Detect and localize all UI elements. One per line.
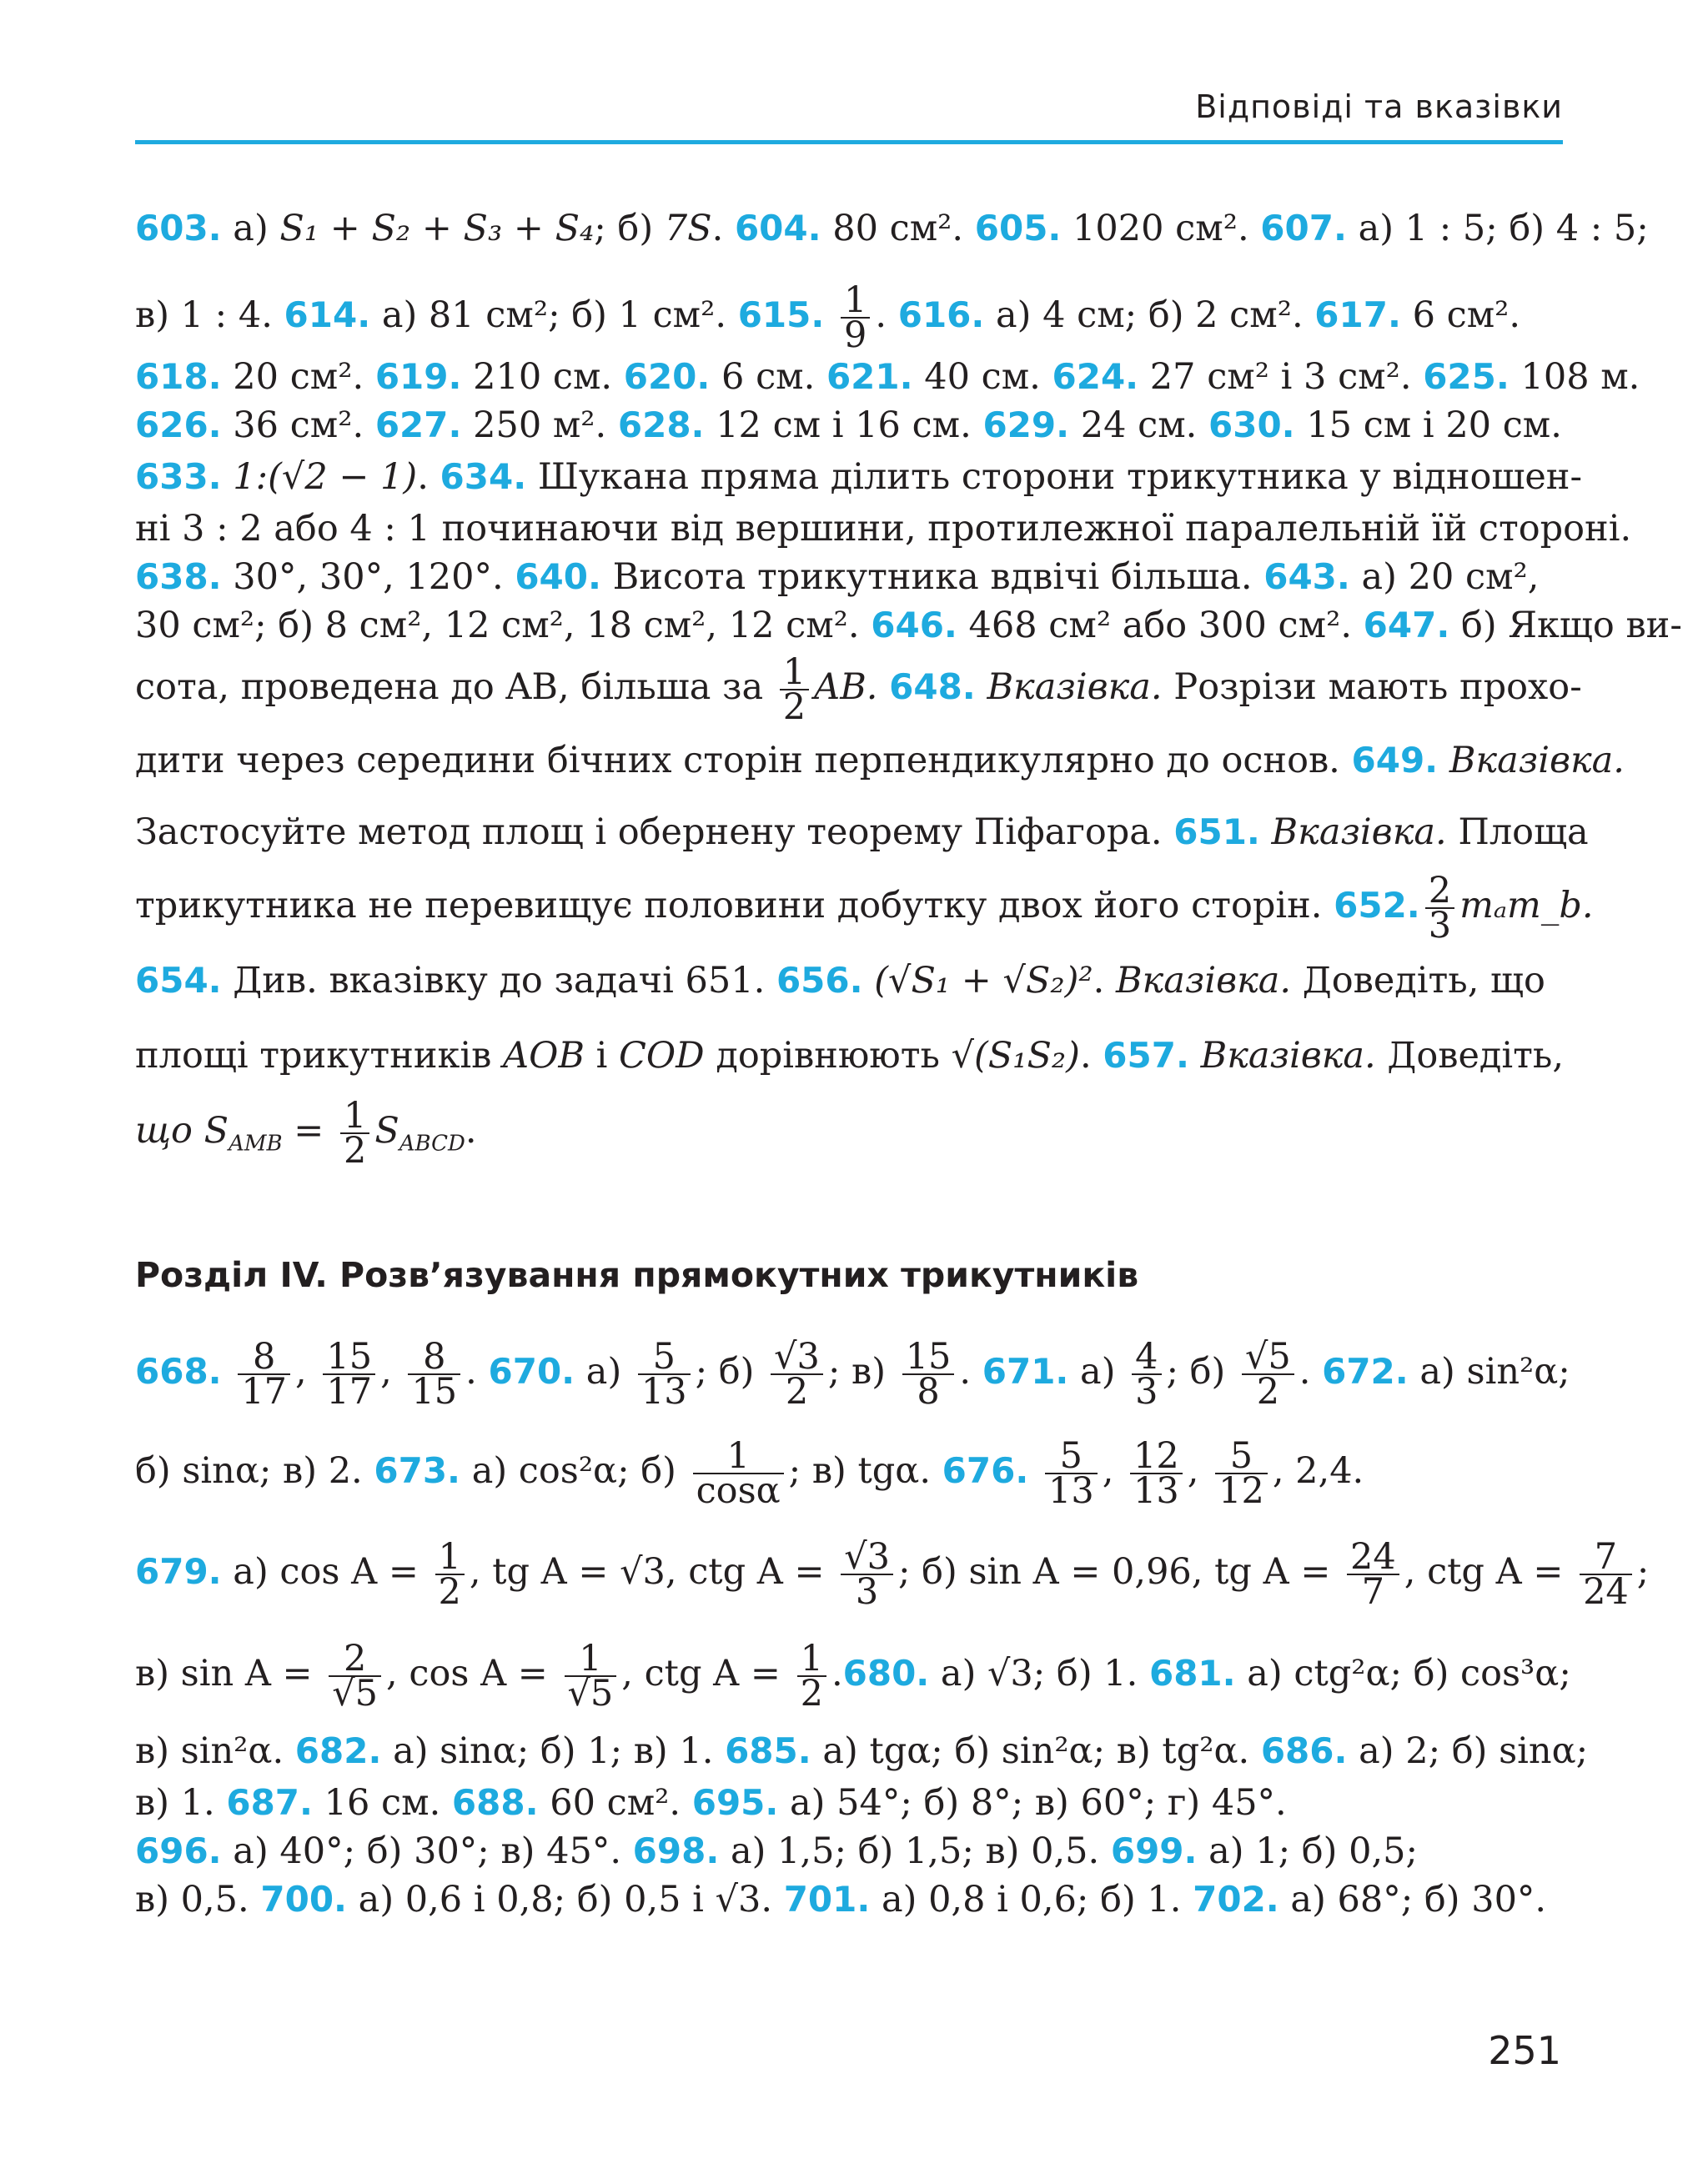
numerator: 1 [780,655,809,690]
numerator: 5 [1045,1439,1098,1474]
text: = [282,1110,335,1152]
problem-number: 646. [871,605,957,645]
text: 16 см. [313,1782,452,1824]
denominator: 17 [326,1371,373,1413]
denominator: 8 [917,1371,940,1413]
text-line: ні 3 : 2 або 4 : 1 починаючи від вершини, протилежної паралельній їй стороні. [135,508,1632,550]
denominator: 13 [1133,1470,1179,1512]
text: , [380,1351,404,1393]
header-title: Відповіді та вказівки [1195,88,1563,125]
problem-number: 685. [725,1730,811,1771]
problem-number: 700. [260,1879,348,1920]
problem-number: 679. [135,1551,222,1592]
problem-number: 654. [135,960,222,1001]
text: Площа [1446,811,1589,853]
text: а) 0,6 і 0,8; б) 0,5 і √3. [347,1879,784,1920]
problem-number: 648. [889,666,976,707]
math: 1:(√2 − 1) [221,456,418,498]
text: Застосуйте метод площ і обернену теорему Піфагора. [135,811,1174,853]
denominator: 2 [782,686,806,728]
text: . [831,1653,843,1695]
math: COD [619,1035,705,1077]
numerator: 15 [323,1340,375,1375]
text: в) 1. [135,1782,227,1824]
math: mₐm_b. [1459,885,1594,926]
text: 108 м. [1509,356,1640,398]
numerator: 1 [797,1642,826,1677]
text: 250 м². [461,404,618,446]
fraction [435,1536,465,1613]
problem-number: 698. [632,1830,720,1871]
fraction [780,651,809,728]
denominator: 3 [1428,905,1452,946]
text: в) sin²α. [135,1730,295,1772]
text: ; в) [827,1351,897,1393]
problem-number: 701. [783,1879,871,1920]
fraction [638,1336,691,1413]
text: а) 68°; б) 30°. [1278,1879,1547,1920]
math: √(S₁S₂) [951,1035,1080,1077]
denominator: 12 [1218,1470,1264,1512]
text-line [135,868,1594,946]
numerator: 4 [1132,1340,1161,1375]
denominator: 2 [785,1371,809,1413]
hint-label: Вказівка. [1115,960,1292,1002]
problem-number: 625. [1423,356,1510,397]
text: а) [575,1351,633,1393]
problem-number: 640. [515,556,601,597]
text: а) √3; б) 1. [929,1653,1149,1695]
hint-label: Вказівка. [1259,811,1447,853]
text-line [135,1018,1563,1093]
text: 210 см. [461,356,624,398]
text: сота, проведена до AB, більша за [135,666,775,708]
problem-number: 695. [691,1782,779,1823]
math: 7S [664,208,712,249]
problem-number: 605. [974,208,1062,249]
problem-number: 652. [1334,885,1420,926]
text: а) cos A = [221,1551,430,1593]
text: а) 1,5; б) 1,5; в) 0,5. [719,1830,1111,1872]
text-line [135,943,1563,1018]
problem-number: 681. [1148,1653,1236,1694]
problem-number: 672. [1322,1351,1409,1392]
text: Розрізи мають прохо- [1162,666,1582,708]
fraction [841,1536,893,1613]
problem-number: 629. [982,404,1070,445]
denominator: 2 [1256,1371,1280,1413]
problem-number: 615. [737,294,825,335]
text: а) 40°; б) 30°; в) 45°. [221,1830,633,1872]
hint-label: Вказівка. [1188,1035,1376,1077]
fraction [1242,1336,1294,1413]
fraction [797,1638,826,1715]
text: . [417,456,440,498]
numerator: 7 [1580,1540,1632,1575]
text-line [135,650,1582,728]
numerator: 15 [902,1340,955,1375]
text-line [135,553,1563,601]
text: 27 см² і 3 см². [1138,356,1424,398]
problem-number: 614. [284,294,371,335]
text: 40 см. [912,356,1052,398]
text: , cos A = [386,1653,560,1695]
problem-number: 628. [617,404,705,445]
denominator: 15 [411,1371,458,1413]
text: а) 1; б) 0,5; [1197,1830,1418,1872]
text-line [135,449,1582,505]
problem-number: 651. [1173,811,1260,852]
text: Доведіть, [1375,1035,1565,1077]
fraction [1347,1536,1399,1613]
text: а) 2; б) sinα; [1347,1730,1589,1772]
numerator: 1 [565,1642,617,1677]
fraction [1132,1336,1161,1413]
math: AOB [503,1035,585,1077]
text-line [135,601,1682,650]
math: (√S₁ + √S₂)² [862,960,1093,1002]
text: а) [1068,1351,1128,1393]
fraction [329,1638,381,1715]
numerator: 1 [841,284,870,319]
text: б) Якщо ви- [1449,605,1682,646]
text: а) tgα; б) sin²α; в) tg²α. [811,1730,1261,1772]
text-line [135,1093,1563,1172]
text: Висота трикутника вдвічі більша. [600,556,1264,598]
answers-block-2 [135,1322,1650,1924]
numerator: 2 [1425,874,1454,909]
denominator: 2 [800,1673,823,1715]
subscript: AMB [229,1131,283,1157]
problem-number: 649. [1351,740,1439,781]
problem-number: 687. [226,1782,313,1823]
text: 24 см. [1069,404,1209,446]
numerator: 12 [1130,1439,1183,1474]
fraction [238,1336,290,1413]
denominator: 9 [844,314,867,356]
text: 30°, 30°, 120°. [221,556,515,598]
denominator: √5 [567,1673,614,1715]
denominator: 24 [1583,1571,1629,1613]
text: 60 см². [538,1782,692,1824]
problem-number: 688. [451,1782,539,1823]
text: трикутника не перевищує половини добутку двох його сторін. [135,885,1334,926]
fraction [693,1435,784,1512]
text: , ctg A = [621,1653,792,1695]
text: Доведіть, що [1291,960,1545,1002]
text: в) 1 : 4. [135,294,284,336]
fraction [565,1638,617,1715]
hint-label: Вказівка. [975,666,1163,708]
text: , [295,1351,319,1393]
text-line [135,725,1625,796]
problem-number: 630. [1208,404,1295,445]
problem-number: 671. [982,1351,1069,1392]
problem-number: 638. [135,556,222,597]
text: Див. вказівку до задачі 651. [221,960,776,1002]
text-line [135,278,1563,356]
problem-number: 670. [488,1351,575,1392]
text: а) 54°; б) 8°; в) 60°; г) 45°. [778,1782,1287,1824]
problem-number: 607. [1260,208,1347,249]
text-line [135,1827,1563,1875]
text: 20 см². [221,356,375,398]
text: . [1079,1035,1103,1077]
text-line [135,796,1589,868]
text: ; [1636,1551,1650,1593]
text: 30 см²; б) 8 см², 12 см², 18 см², 12 см². [135,605,872,646]
text: і [584,1035,620,1077]
text-line [135,401,1563,449]
math: що S [135,1110,229,1152]
denominator: 2 [438,1571,461,1613]
text: , ctg A = [1404,1551,1575,1593]
text: , 2,4. [1272,1450,1364,1492]
text: дити через середини бічних сторін перпендикулярно до основ. [135,740,1352,781]
page-header [135,83,1563,144]
problem-number: 676. [942,1450,1029,1491]
hint-label: Вказівка. [1438,740,1625,781]
numerator: 1 [435,1540,465,1575]
text: площі трикутників [135,1035,504,1077]
problem-number: 616. [897,294,985,335]
denominator: 2 [343,1130,367,1172]
text: а) 1 : 5; б) 4 : 5; [1346,208,1649,249]
fraction [323,1336,375,1413]
denominator: 13 [640,1371,687,1413]
problem-number: 680. [842,1653,930,1694]
problem-number: 619. [374,356,462,397]
denominator: 3 [855,1571,879,1613]
fraction [1130,1435,1183,1512]
denominator: 17 [241,1371,288,1413]
problem-number: 673. [374,1450,461,1491]
text: . [875,294,898,336]
text: ; б) [594,208,665,249]
fraction [1425,870,1454,946]
fraction [841,279,870,356]
text: в) 0,5. [135,1879,261,1920]
text-line: 668. $\frac{8}{17}$ , $\frac{15}{17}$ , $\frac{8}{15}$ . 670. а) $\frac{5}{13}$ ; б) $\frac{√3}{2}$ ; в) $\frac{15}{8}$ . 671. а) $\frac{4}{3}$ ; б) $\frac{√5}{2}$ . 672. а) sin²α; [135,1336,1570,1413]
subscript: ABCD [399,1131,465,1157]
problem-number: 682. [294,1730,382,1771]
text: а) 0,8 і 0,6; б) 1. [870,1879,1193,1920]
problem-number: 617. [1314,294,1401,335]
math: S₁ + S₂ + S₃ + S₄ [279,208,595,249]
numerator: 8 [408,1340,460,1375]
fraction [1045,1435,1098,1512]
text-line [135,204,1649,253]
text: в) sin A = [135,1653,324,1695]
numerator: 8 [238,1340,290,1375]
problem-number: 618. [135,356,222,397]
problem-number: 620. [623,356,711,397]
text: ; б) sin A = 0,96, tg A = [897,1551,1343,1593]
text: а) ctg²α; б) cos³α; [1235,1653,1571,1695]
text: ; б) [1166,1351,1237,1393]
text: а) sin²α; [1408,1351,1570,1393]
text: ; в) tgα. [788,1450,942,1492]
denominator: 3 [1135,1371,1158,1413]
text-line [135,1875,1563,1924]
text: 12 см і 16 см. [704,404,983,446]
problem-number: 699. [1110,1830,1198,1871]
fraction [408,1336,460,1413]
problem-number: 686. [1260,1730,1348,1771]
text-line [135,1520,1650,1624]
text: Шукана пряма ділить сторони трикутника у відношен- [526,456,1582,498]
problem-number: 634. [440,456,527,497]
text-line: б) sinα; в) 2. 673. а) cos²α; б) $\frac{1}{\cos\alpha}$ ; в) tgα. 676. $\frac{5}{13}$ , $\frac{12}{13}$ , $\frac{5}{12}$ , 2,4. [135,1435,1364,1512]
fraction [340,1095,369,1172]
fraction [771,1336,823,1413]
problem-number: 702. [1193,1879,1279,1920]
text: 1020 см². [1061,208,1261,249]
text: 80 см². [821,208,975,249]
problem-number: 668. [135,1351,222,1392]
text-line [135,1624,1571,1724]
denominator: 13 [1047,1470,1094,1512]
text: а) cos²α; б) [460,1450,688,1492]
fraction [902,1336,955,1413]
problem-number: 621. [826,356,913,397]
numerator: √3 [841,1540,893,1575]
text: а) 81 см²; б) 1 см². [370,294,738,336]
page-number: 251 [1488,2028,1561,2073]
numerator: √3 [771,1340,823,1375]
text: б) sinα; в) 2. [135,1450,374,1492]
numerator: 1 [693,1439,784,1474]
fraction [1215,1435,1268,1512]
text: а) 4 см; б) 2 см². [984,294,1315,336]
problem-number: 626. [135,404,222,445]
denominator: 7 [1361,1571,1385,1613]
numerator: 2 [329,1642,381,1677]
text: а) 20 см², [1349,556,1540,598]
text: 36 см². [221,404,375,446]
answers-block-1 [135,204,1682,1172]
problem-number: 633. [135,456,222,497]
math: AB. [814,666,890,708]
problem-number: 696. [135,1830,222,1871]
fraction [1580,1536,1632,1613]
text: 15 см і 20 см. [1294,404,1562,446]
problem-number: 656. [776,960,863,1001]
text: дорівнюють [704,1035,952,1077]
problem-number: 627. [374,404,462,445]
text: 6 см². [1400,294,1521,336]
text: . [711,208,735,249]
numerator: 24 [1347,1540,1399,1575]
text: а) [221,208,280,249]
denominator: cosα [696,1470,781,1512]
section-title: Розділ IV. Розв’язування прямокутних трикутників [135,1255,1139,1295]
numerator: 1 [340,1099,369,1134]
text: 468 см² або 300 см². [957,605,1364,646]
problem-number: 657. [1103,1035,1189,1076]
text: 6 см. [710,356,826,398]
problem-number: 647. [1363,605,1450,645]
problem-number: 603. [135,208,222,249]
denominator: √5 [332,1673,379,1715]
text: а) sinα; б) 1; в) 1. [381,1730,726,1772]
text: . [1093,960,1116,1002]
text: , tg A = √3, ctg A = [469,1551,836,1593]
numerator: 5 [1215,1439,1268,1474]
numerator: 5 [638,1340,691,1375]
problem-number: 643. [1263,556,1350,597]
math: S [374,1110,399,1152]
text: ; б) [695,1351,766,1393]
text: . [465,1110,477,1152]
numerator: √5 [1242,1340,1294,1375]
text-line [135,1779,1563,1827]
problem-number: 624. [1052,356,1139,397]
text-line [135,353,1640,401]
text-line [135,1724,1589,1779]
problem-number: 604. [734,208,821,249]
